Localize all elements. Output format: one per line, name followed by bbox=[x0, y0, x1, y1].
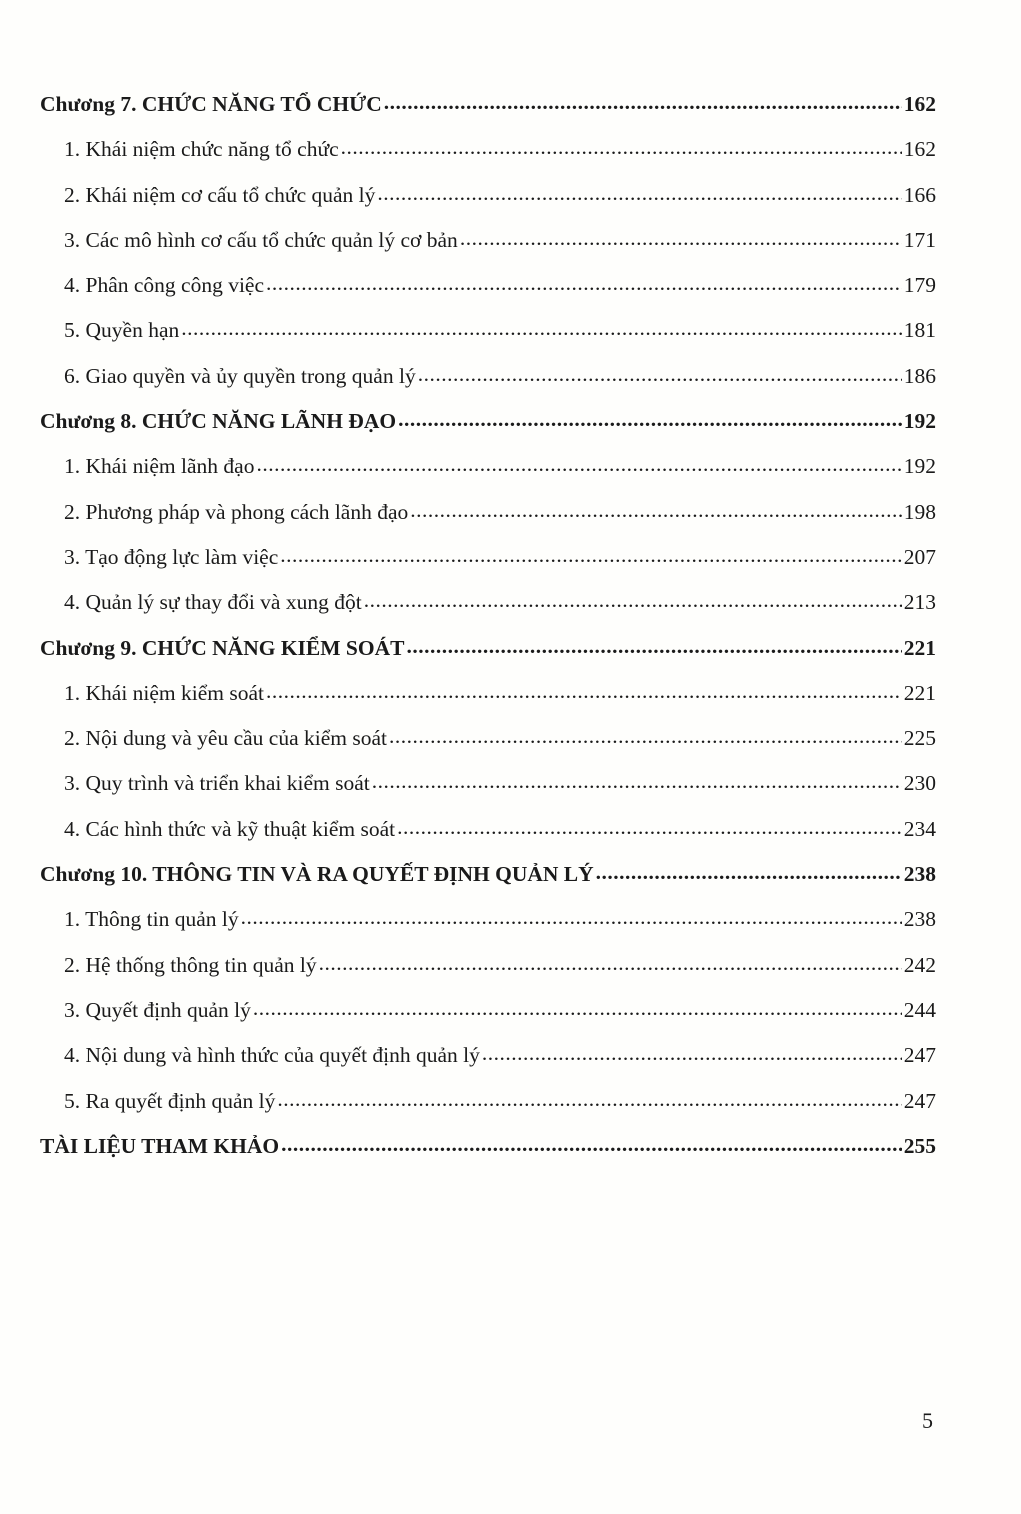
toc-section bbox=[40, 988, 936, 1033]
toc-entry-page: 192 bbox=[903, 454, 936, 479]
toc-section bbox=[40, 444, 936, 489]
toc-entry-page: 221 bbox=[903, 635, 936, 660]
dot-leader bbox=[389, 714, 902, 759]
toc-entry-title: 1. Khái niệm chức năng tổ chức bbox=[64, 137, 339, 162]
toc-entry-title: Chương 9. CHỨC NĂNG KIỂM SOÁT bbox=[40, 635, 405, 660]
dot-leader bbox=[281, 1122, 902, 1167]
toc-entry-page: 198 bbox=[903, 499, 936, 524]
page-number: 5 bbox=[922, 1408, 933, 1433]
dot-leader bbox=[364, 578, 902, 623]
toc-entry-page: 181 bbox=[903, 318, 936, 343]
toc-entry-title: 4. Các hình thức và kỹ thuật kiểm soát bbox=[64, 816, 396, 841]
toc-section bbox=[40, 761, 936, 806]
dot-leader bbox=[277, 1077, 901, 1122]
toc-entry-page: 213 bbox=[903, 590, 936, 615]
toc-entry-page: 171 bbox=[903, 227, 936, 252]
toc-entry-page: 166 bbox=[903, 182, 936, 207]
toc-entry-title: 1. Thông tin quản lý bbox=[64, 907, 239, 932]
toc-chapter-9 bbox=[40, 626, 936, 671]
toc-entry-title: 2. Hệ thống thông tin quản lý bbox=[64, 952, 317, 977]
toc-section bbox=[40, 535, 936, 580]
dot-leader bbox=[266, 669, 902, 714]
table-of-contents bbox=[40, 82, 936, 1169]
toc-section bbox=[40, 807, 936, 852]
toc-entry-page: 247 bbox=[903, 1088, 936, 1113]
dot-leader bbox=[280, 533, 901, 578]
toc-entry-page: 192 bbox=[903, 409, 936, 434]
toc-entry-page: 244 bbox=[903, 997, 936, 1022]
dot-leader bbox=[253, 986, 902, 1031]
toc-section bbox=[40, 671, 936, 716]
toc-entry-page: 242 bbox=[903, 952, 936, 977]
toc-entry-title: 5. Ra quyết định quản lý bbox=[64, 1088, 276, 1113]
dot-leader bbox=[341, 125, 902, 170]
toc-entry-page: 255 bbox=[903, 1133, 936, 1158]
toc-entry-title: 3. Quyết định quản lý bbox=[64, 997, 251, 1022]
toc-entry-title: 4. Phân công công việc bbox=[64, 273, 265, 298]
toc-entry-page: 179 bbox=[903, 273, 936, 298]
toc-entry-title: 3. Các mô hình cơ cấu tổ chức quản lý cơ bản bbox=[64, 227, 458, 252]
toc-entry-page: 234 bbox=[903, 816, 936, 841]
toc-section bbox=[40, 1033, 936, 1078]
toc-entry-title: 1. Khái niệm kiểm soát bbox=[64, 680, 265, 705]
dot-leader bbox=[410, 488, 901, 533]
toc-chapter-7 bbox=[40, 82, 936, 127]
toc-entry-title: Chương 8. CHỨC NĂNG LÃNH ĐẠO bbox=[40, 409, 397, 434]
toc-section bbox=[40, 173, 936, 218]
toc-entry-page: 162 bbox=[903, 137, 936, 162]
toc-section bbox=[40, 263, 936, 308]
toc-section bbox=[40, 490, 936, 535]
toc-section bbox=[40, 308, 936, 353]
dot-leader bbox=[266, 261, 902, 306]
toc-section bbox=[40, 127, 936, 172]
toc-section bbox=[40, 354, 936, 399]
toc-chapter-10 bbox=[40, 852, 936, 897]
toc-entry-title: 4. Quản lý sự thay đổi và xung đột bbox=[64, 590, 362, 615]
dot-leader bbox=[256, 442, 901, 487]
dot-leader bbox=[241, 895, 902, 940]
dot-leader bbox=[418, 352, 902, 397]
toc-entry-title: Chương 10. THÔNG TIN VÀ RA QUYẾT ĐỊNH QUẢN LÝ bbox=[40, 862, 594, 887]
toc-section bbox=[40, 716, 936, 761]
toc-entry-page: 207 bbox=[903, 544, 936, 569]
dot-leader bbox=[596, 850, 902, 895]
toc-entry-title: Chương 7. CHỨC NĂNG TỔ CHỨC bbox=[40, 92, 382, 116]
dot-leader bbox=[384, 80, 902, 125]
toc-entry-title: 1. Khái niệm lãnh đạo bbox=[64, 454, 255, 479]
toc-entry-page: 230 bbox=[903, 771, 936, 796]
dot-leader bbox=[482, 1031, 902, 1076]
toc-entry-page: 225 bbox=[903, 726, 936, 751]
toc-entry-title: 3. Quy trình và triển khai kiểm soát bbox=[64, 771, 370, 796]
dot-leader bbox=[181, 306, 902, 351]
toc-entry-title: 6. Giao quyền và ủy quyền trong quản lý bbox=[64, 363, 416, 388]
toc-references bbox=[40, 1124, 936, 1169]
toc-section bbox=[40, 218, 936, 263]
dot-leader bbox=[319, 941, 902, 986]
toc-chapter-8 bbox=[40, 399, 936, 444]
toc-entry-title: 2. Khái niệm cơ cấu tổ chức quản lý bbox=[64, 182, 376, 207]
dot-leader bbox=[377, 171, 901, 216]
toc-section bbox=[40, 943, 936, 988]
toc-section bbox=[40, 580, 936, 625]
dot-leader bbox=[460, 216, 902, 261]
dot-leader bbox=[372, 759, 902, 804]
toc-entry-page: 186 bbox=[903, 363, 936, 388]
toc-entry-title: 4. Nội dung và hình thức của quyết định quản lý bbox=[64, 1043, 480, 1068]
toc-entry-title: 2. Nội dung và yêu cầu của kiểm soát bbox=[64, 726, 388, 751]
toc-entry-title: 5. Quyền hạn bbox=[64, 318, 180, 343]
toc-entry-page: 221 bbox=[903, 680, 936, 705]
dot-leader bbox=[398, 397, 902, 442]
toc-section bbox=[40, 897, 936, 942]
toc-entry-page: 247 bbox=[903, 1043, 936, 1068]
toc-entry-title: TÀI LIỆU THAM KHẢO bbox=[40, 1133, 280, 1158]
toc-entry-page: 238 bbox=[903, 907, 936, 932]
toc-entry-page: 162 bbox=[903, 92, 936, 116]
dot-leader bbox=[406, 624, 901, 669]
toc-section bbox=[40, 1079, 936, 1124]
toc-entry-page: 238 bbox=[903, 862, 936, 887]
toc-entry-title: 2. Phương pháp và phong cách lãnh đạo bbox=[64, 499, 409, 524]
toc-entry-title: 3. Tạo động lực làm việc bbox=[64, 544, 279, 569]
dot-leader bbox=[397, 805, 902, 850]
